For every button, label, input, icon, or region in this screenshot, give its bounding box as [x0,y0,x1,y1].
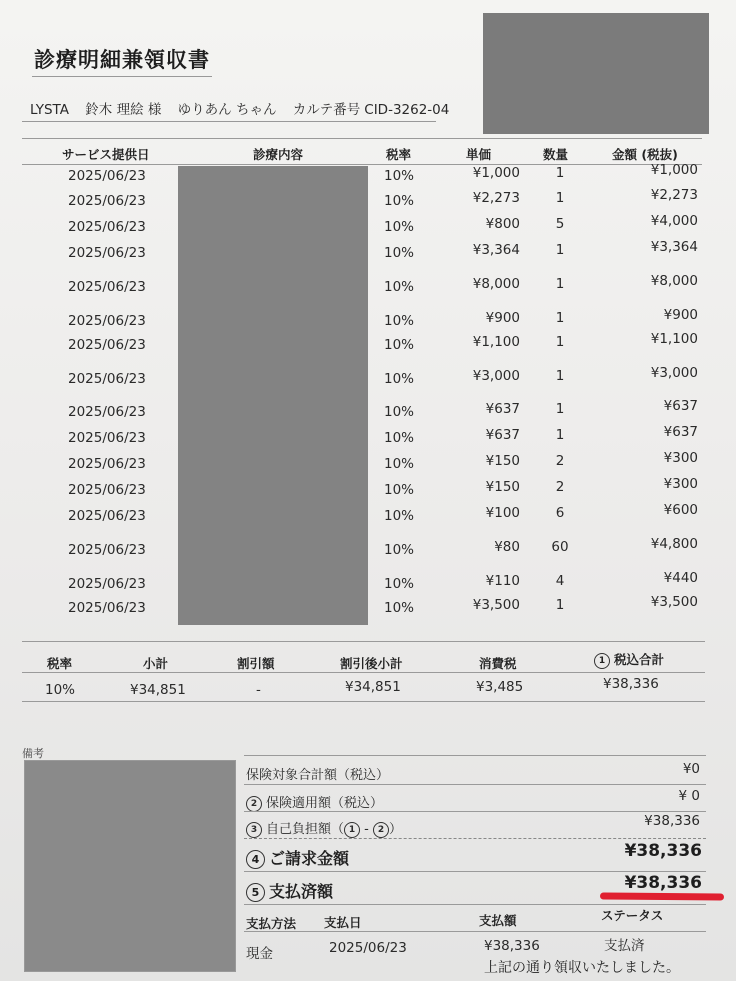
tax-col-after-discount: 割引後小計 [340,656,403,671]
row-qty: 1 [555,334,565,350]
row-date: 2025/06/23 [68,371,146,387]
row-amount: ¥900 [663,307,698,323]
row-unit-price: ¥150 [485,479,520,495]
row-qty: 1 [555,368,565,384]
circled-number-2: 2 [246,796,262,812]
row-date: 2025/06/23 [68,600,146,616]
row-date: 2025/06/23 [68,576,146,592]
row-qty: 1 [555,242,565,258]
row-amount: ¥300 [663,476,698,492]
paid-amount-value: ¥38,336 [624,873,702,893]
items-table-bottom-rule [22,641,705,642]
subtotal-value: ¥34,851 [130,682,186,698]
insurance-applied [246,792,383,812]
after-discount-value: ¥34,851 [345,679,401,695]
billed-amount-value: ¥38,336 [624,841,702,861]
billed-amount [246,846,349,869]
row-unit-price: ¥8,000 [472,276,520,292]
summary-rule-1 [244,784,706,785]
summary-bottom-rule [244,904,706,905]
row-tax-rate: 10% [384,313,415,329]
tax-col-discount: 割引額 [237,656,275,671]
redacted-area-top-right [483,13,709,134]
row-qty: 1 [555,401,565,417]
row-tax-rate: 10% [384,430,415,446]
total-incl-value: ¥38,336 [603,676,659,692]
row-date: 2025/06/23 [68,337,146,353]
row-tax-rate: 10% [384,576,415,592]
row-date: 2025/06/23 [68,219,146,235]
row-date: 2025/06/23 [68,168,146,184]
summary-rule-3 [244,871,706,872]
tax-col-total [594,650,664,669]
circled-number-1: 1 [594,653,610,669]
payment-col-date: 支払日 [324,915,362,930]
row-tax-rate: 10% [384,279,415,295]
notes-box-redacted [24,760,236,972]
insured-total-label: 保険対象合計額（税込） [246,768,390,783]
self-pay-label-a: 自己負担額（ [266,822,345,837]
tax-summary-bottom-rule [22,701,705,702]
row-unit-price: ¥637 [485,401,520,417]
tax-rate-value: 10% [45,682,76,698]
payment-amount-value: ¥38,336 [484,938,540,954]
circled-number-1-ref: 1 [344,822,360,838]
col-header-unit-price: 単価 [466,147,492,162]
col-header-content: 診療内容 [253,147,304,162]
discount-value: - [256,682,261,698]
row-tax-rate: 10% [384,482,415,498]
tax-col-total-label: 税込合計 [614,652,665,667]
summary-top-rule [244,755,706,756]
row-tax-rate: 10% [384,168,415,184]
row-date: 2025/06/23 [68,430,146,446]
tax-col-rate: 税率 [47,656,73,671]
row-tax-rate: 10% [384,456,415,472]
row-amount: ¥637 [663,424,698,440]
row-amount: ¥440 [663,570,698,586]
row-qty: 60 [551,539,569,555]
row-amount: ¥3,364 [650,239,698,255]
row-amount: ¥1,000 [650,162,698,178]
row-unit-price: ¥2,273 [472,190,520,206]
insurance-applied-label: 保険適用額（税込） [266,796,384,811]
row-date: 2025/06/23 [68,542,146,558]
clinic-name: LYSTA [30,102,69,118]
circled-number-5: 5 [246,883,265,902]
row-tax-rate: 10% [384,404,415,420]
billed-amount-label: ご請求金額 [269,849,350,868]
row-date: 2025/06/23 [68,482,146,498]
row-tax-rate: 10% [384,371,415,387]
row-qty: 1 [555,427,565,443]
row-unit-price: ¥80 [494,539,520,555]
row-qty: 2 [555,453,565,469]
payment-header-rule [244,931,706,932]
chart-number-label: カルテ番号 [292,102,361,118]
circled-number-2-ref: 2 [373,822,389,838]
row-amount: ¥300 [663,450,698,466]
col-header-date: サービス提供日 [62,147,150,162]
row-amount: ¥4,800 [650,536,698,552]
title-underline [32,76,212,77]
self-pay-label-mid: - [360,822,373,837]
row-qty: 4 [555,573,565,589]
row-amount: ¥4,000 [650,213,698,229]
tax-summary-mid-rule [22,672,705,673]
row-amount: ¥3,000 [650,365,698,381]
row-amount: ¥8,000 [650,273,698,289]
insured-total-value: ¥0 [682,761,700,777]
row-unit-price: ¥100 [485,505,520,521]
owner-name: 鈴木 理絵 様 [85,102,162,118]
row-tax-rate: 10% [384,245,415,261]
row-unit-price: ¥3,364 [472,242,520,258]
col-header-qty: 数量 [543,147,569,162]
row-tax-rate: 10% [384,600,415,616]
row-qty: 1 [555,190,565,206]
row-tax-rate: 10% [384,193,415,209]
self-pay [246,818,402,838]
row-unit-price: ¥1,000 [472,165,520,181]
patient-underline [22,121,436,122]
row-unit-price: ¥3,000 [472,368,520,384]
redacted-service-content [178,166,368,625]
row-qty: 2 [555,479,565,495]
row-unit-price: ¥900 [485,310,520,326]
consumption-tax-value: ¥3,485 [476,679,524,695]
row-qty: 1 [555,276,565,292]
row-date: 2025/06/23 [68,313,146,329]
paid-amount [246,879,333,902]
payment-col-method: 支払方法 [246,916,297,931]
row-amount: ¥600 [663,502,698,518]
payment-date-value: 2025/06/23 [329,940,407,956]
payment-col-amount: 支払額 [479,913,517,928]
row-qty: 1 [555,597,565,613]
row-date: 2025/06/23 [68,279,146,295]
row-amount: ¥1,100 [650,331,698,347]
circled-number-4: 4 [246,850,265,869]
col-header-tax-rate: 税率 [386,147,412,162]
row-unit-price: ¥150 [485,453,520,469]
red-pen-underline [600,892,724,900]
tax-col-subtotal: 小計 [143,656,169,671]
row-date: 2025/06/23 [68,404,146,420]
self-pay-label-b: ） [388,822,402,837]
insurance-applied-value: ¥ 0 [678,788,700,804]
row-date: 2025/06/23 [68,193,146,209]
row-unit-price: ¥3,500 [472,597,520,613]
payment-status-value: 支払済 [604,938,645,954]
row-tax-rate: 10% [384,508,415,524]
row-unit-price: ¥1,100 [472,334,520,350]
row-unit-price: ¥800 [485,216,520,232]
pet-name: ゆりあん ちゃん [177,102,277,118]
row-amount: ¥3,500 [650,594,698,610]
row-amount: ¥637 [663,398,698,414]
document-title: 診療明細兼領収書 [34,48,210,72]
row-tax-rate: 10% [384,219,415,235]
patient-info [30,98,461,118]
paid-amount-label: 支払済額 [269,882,334,901]
summary-dashed-rule [244,838,706,839]
notes-label: 備考 [22,747,44,760]
row-tax-rate: 10% [384,337,415,353]
payment-col-status: ステータス [601,908,664,923]
row-qty: 1 [555,165,565,181]
closing-statement: 上記の通り領収いたしました。 [484,960,680,976]
tax-col-consumption-tax: 消費税 [479,656,517,671]
row-tax-rate: 10% [384,542,415,558]
row-qty: 5 [555,216,565,232]
items-table-top-rule [22,138,702,139]
circled-number-3: 3 [246,822,262,838]
chart-number: CID-3262-04 [364,102,450,118]
row-date: 2025/06/23 [68,508,146,524]
payment-method-value: 現金 [246,946,273,962]
row-date: 2025/06/23 [68,456,146,472]
row-qty: 1 [555,310,565,326]
col-header-amount: 金額 (税抜) [612,147,678,162]
row-unit-price: ¥637 [485,427,520,443]
row-date: 2025/06/23 [68,245,146,261]
row-qty: 6 [555,505,565,521]
row-amount: ¥2,273 [650,187,698,203]
row-unit-price: ¥110 [485,573,520,589]
summary-rule-2 [244,811,706,812]
self-pay-value: ¥38,336 [644,813,700,829]
